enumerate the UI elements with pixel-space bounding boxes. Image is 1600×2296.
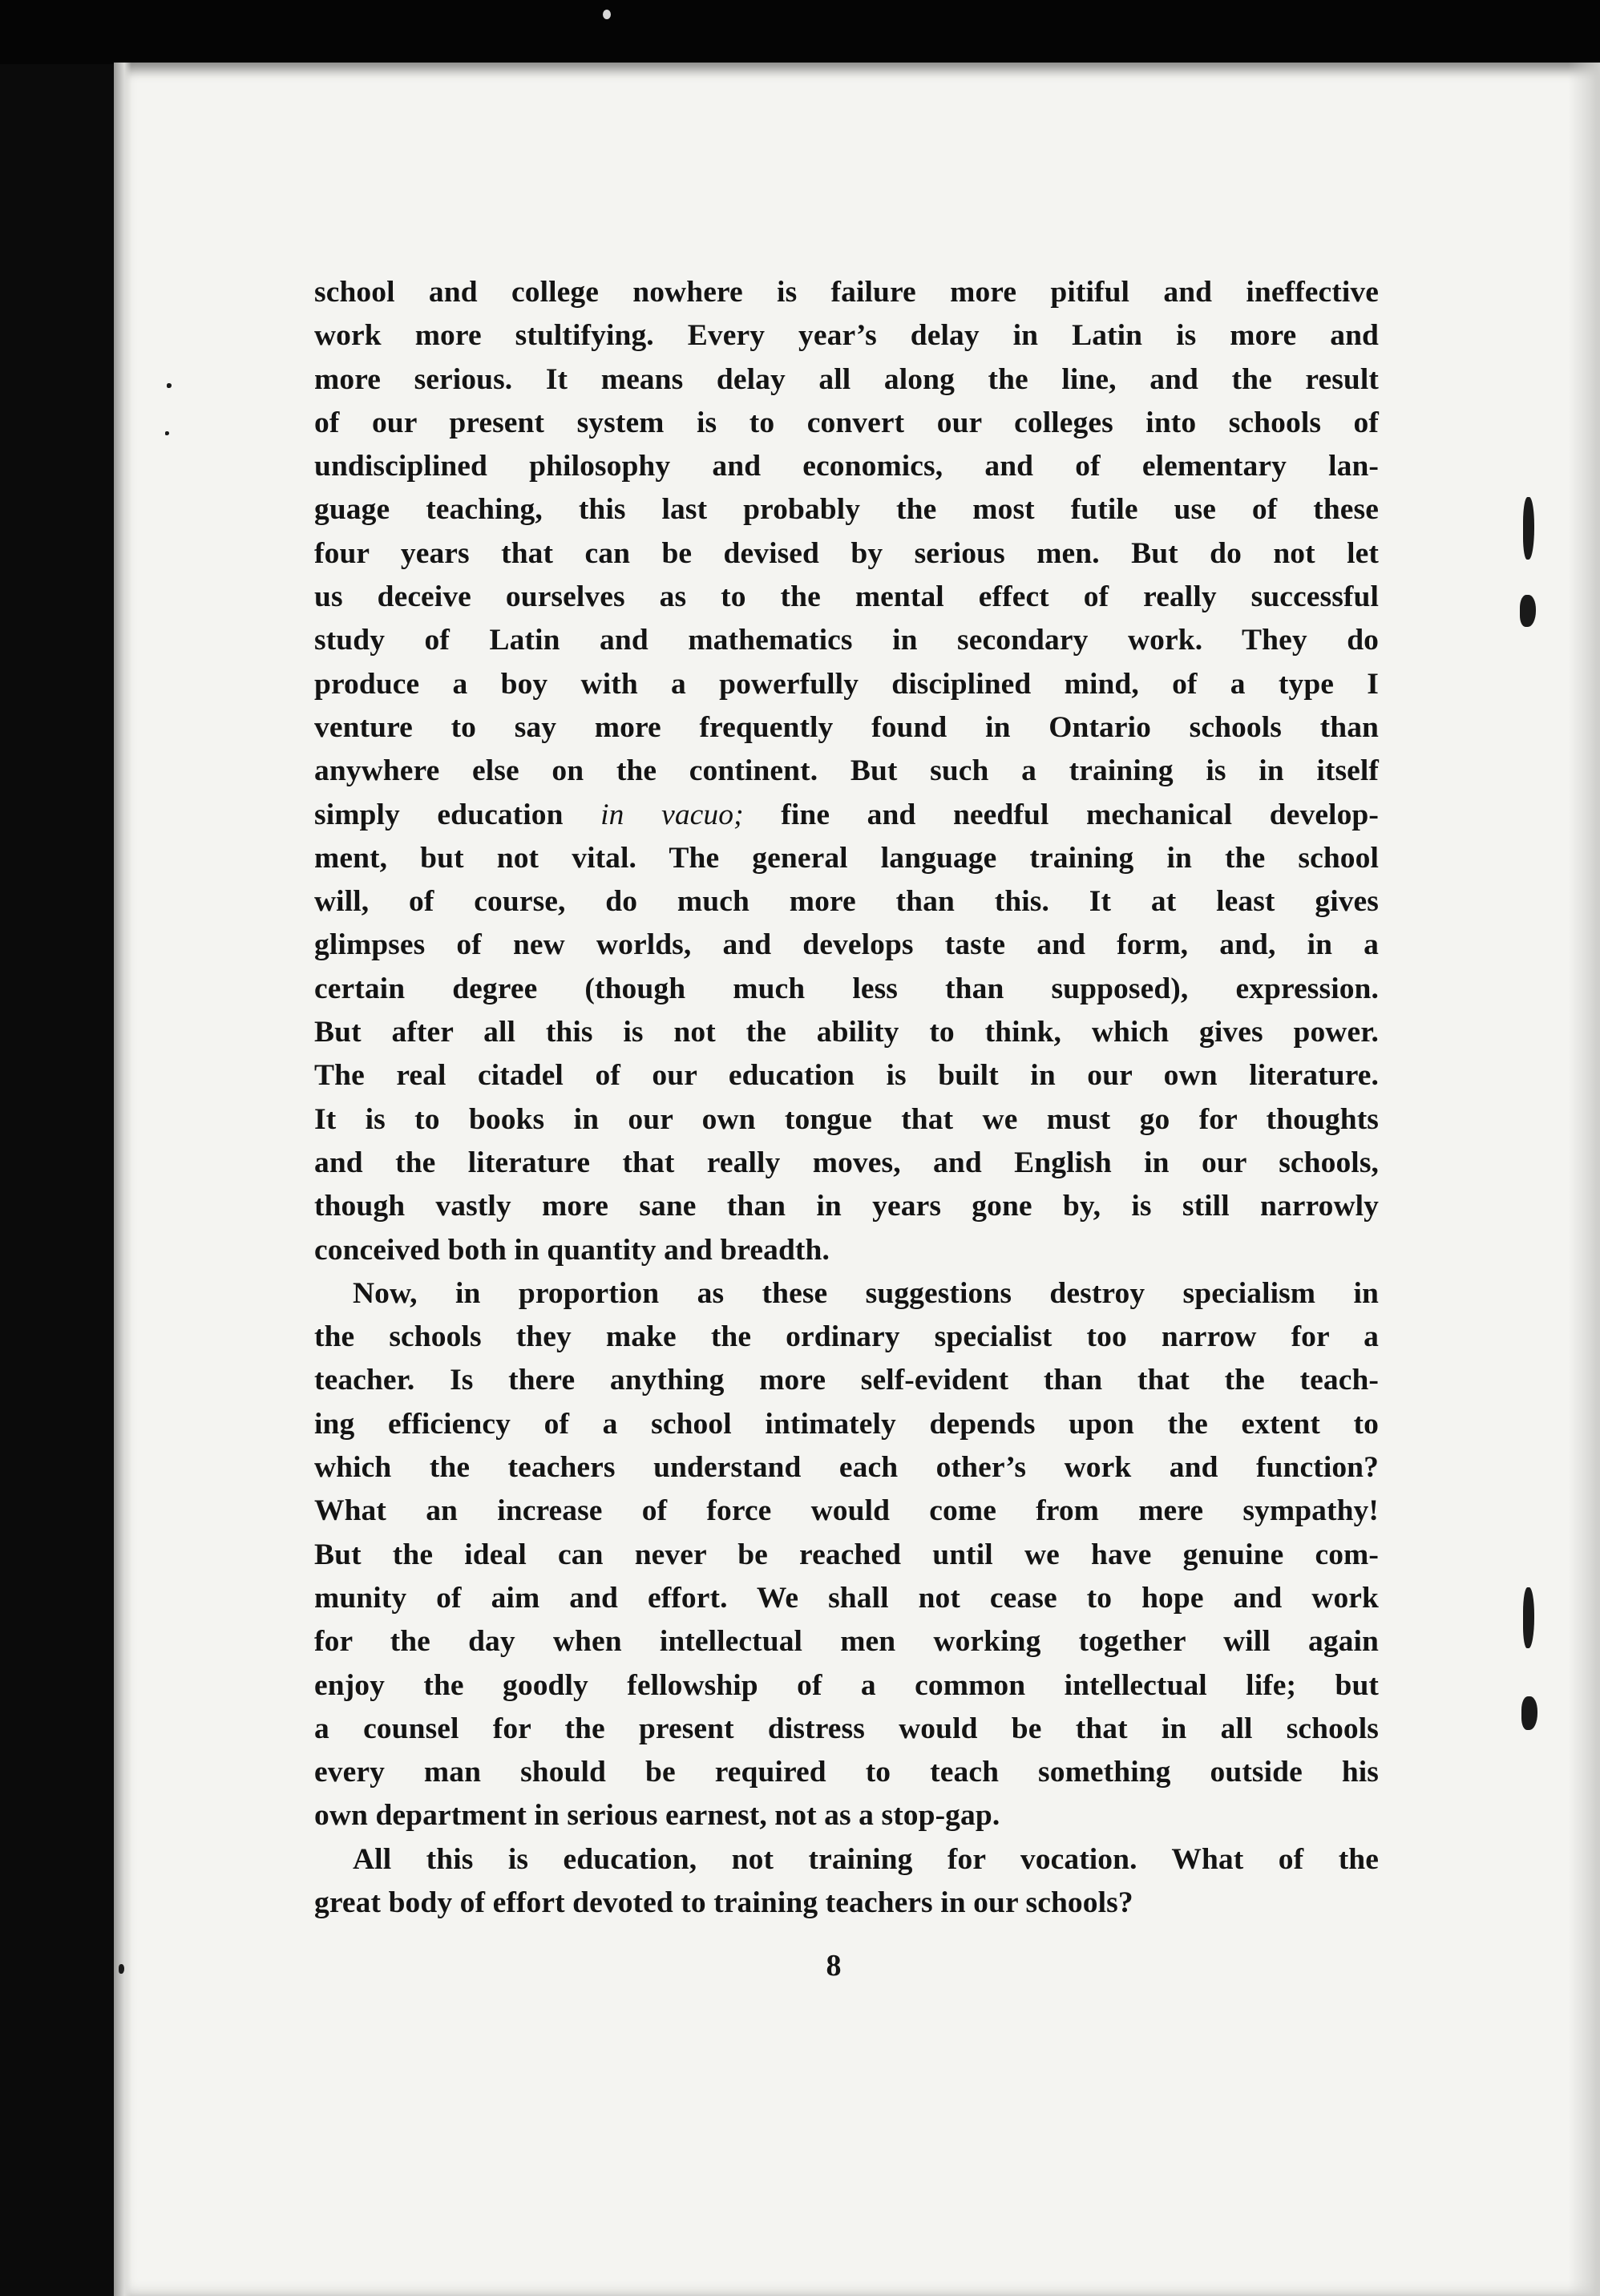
margin-ink-mark bbox=[167, 383, 172, 388]
margin-ink-mark bbox=[1521, 1696, 1537, 1730]
page-number: 8 bbox=[826, 1949, 842, 1983]
paragraph-1 bbox=[314, 271, 1379, 1272]
margin-ink-mark bbox=[1523, 497, 1534, 560]
margin-ink-mark bbox=[165, 431, 169, 435]
text-line: guage teaching, this last probably the most futile use of these bbox=[314, 493, 1379, 527]
text-line: What an increase of force would come from mere sympathy! bbox=[314, 1494, 1379, 1528]
margin-ink-mark bbox=[1523, 1587, 1534, 1648]
text-line: work more stultifying. Every year’s delay in Latin is more and bbox=[314, 319, 1379, 353]
text-line: enjoy the goodly fellowship of a common intellectual life; but bbox=[314, 1668, 1379, 1702]
text-line: the schools they make the ordinary specialist too narrow for a bbox=[314, 1320, 1379, 1354]
text-line: venture to say more frequently found in Ontario schools than bbox=[314, 710, 1379, 744]
text-line: The real citadel of our education is built in our own literature. bbox=[314, 1059, 1379, 1093]
margin-ink-mark bbox=[119, 1964, 124, 1974]
text-line: But after all this is not the ability to think, which gives power. bbox=[314, 1016, 1379, 1049]
text-line: will, of course, do much more than this. It at least gives bbox=[314, 885, 1379, 919]
text-line: All this is education, not training for vocation. What of the bbox=[353, 1842, 1379, 1876]
text-line: anywhere else on the continent. But such a training is in itself bbox=[314, 754, 1379, 788]
text-line: certain degree (though much less than supposed), expression. bbox=[314, 972, 1379, 1005]
body-text bbox=[314, 271, 1379, 1925]
text-line: every man should be required to teach something outside his bbox=[314, 1756, 1379, 1789]
page-left-shadow bbox=[114, 63, 131, 2296]
text-line: simply education in vacuo; fine and needful mechanical develop- bbox=[314, 798, 1379, 831]
text-line: It is to books in our own tongue that we must go for thoughts bbox=[314, 1102, 1379, 1136]
text-line: munity of aim and effort. We shall not cease to hope and work bbox=[314, 1581, 1379, 1615]
margin-ink-mark bbox=[1520, 595, 1536, 627]
text-line: glimpses of new worlds, and develops taste and form, and, in a bbox=[314, 928, 1379, 962]
text-line: But the ideal can never be reached until we have genuine com- bbox=[314, 1538, 1379, 1571]
text-line: of our present system is to convert our colleges into schools of bbox=[314, 406, 1379, 439]
dust-speck bbox=[603, 10, 611, 19]
text-line: own department in serious earnest, not as a stop-gap. bbox=[314, 1799, 1000, 1833]
text-line: a counsel for the present distress would be that in all schools bbox=[314, 1712, 1379, 1745]
text-line: school and college nowhere is failure more pitiful and ineffective bbox=[314, 276, 1379, 309]
text-line: for the day when intellectual men working together will again bbox=[314, 1625, 1379, 1659]
text-line: though vastly more sane than in years gone by, is still narrowly bbox=[314, 1190, 1379, 1223]
text-line: ment, but not vital. The general language training in the school bbox=[314, 841, 1379, 875]
text-line: study of Latin and mathematics in secondary work. They do bbox=[314, 624, 1379, 657]
text-line: produce a boy with a powerfully disciplined mind, of a type I bbox=[314, 667, 1379, 701]
text-line: great body of effort devoted to training teachers in our schools? bbox=[314, 1886, 1133, 1919]
scan-background-top bbox=[0, 0, 1600, 64]
text-line: more serious. It means delay all along the line, and the result bbox=[314, 362, 1379, 396]
text-line: teacher. Is there anything more self-evident than that the teach- bbox=[314, 1364, 1379, 1397]
paragraph-3 bbox=[314, 1838, 1379, 1926]
page-right-shadow bbox=[1568, 63, 1600, 2296]
paragraph-2 bbox=[314, 1272, 1379, 1838]
text-line: ing efficiency of a school intimately depends upon the extent to bbox=[314, 1407, 1379, 1441]
text-line: four years that can be devised by serious men. But do not let bbox=[314, 536, 1379, 570]
text-line: undisciplined philosophy and economics, and of elementary lan- bbox=[314, 450, 1379, 483]
text-line: conceived both in quantity and breadth. bbox=[314, 1233, 830, 1267]
text-line: Now, in proportion as these suggestions destroy specialism in bbox=[353, 1276, 1379, 1310]
text-line: and the literature that really moves, and English in our schools, bbox=[314, 1146, 1379, 1179]
text-line: us deceive ourselves as to the mental effect of really successful bbox=[314, 580, 1379, 614]
text-line: which the teachers understand each other’s work and function? bbox=[314, 1451, 1379, 1485]
